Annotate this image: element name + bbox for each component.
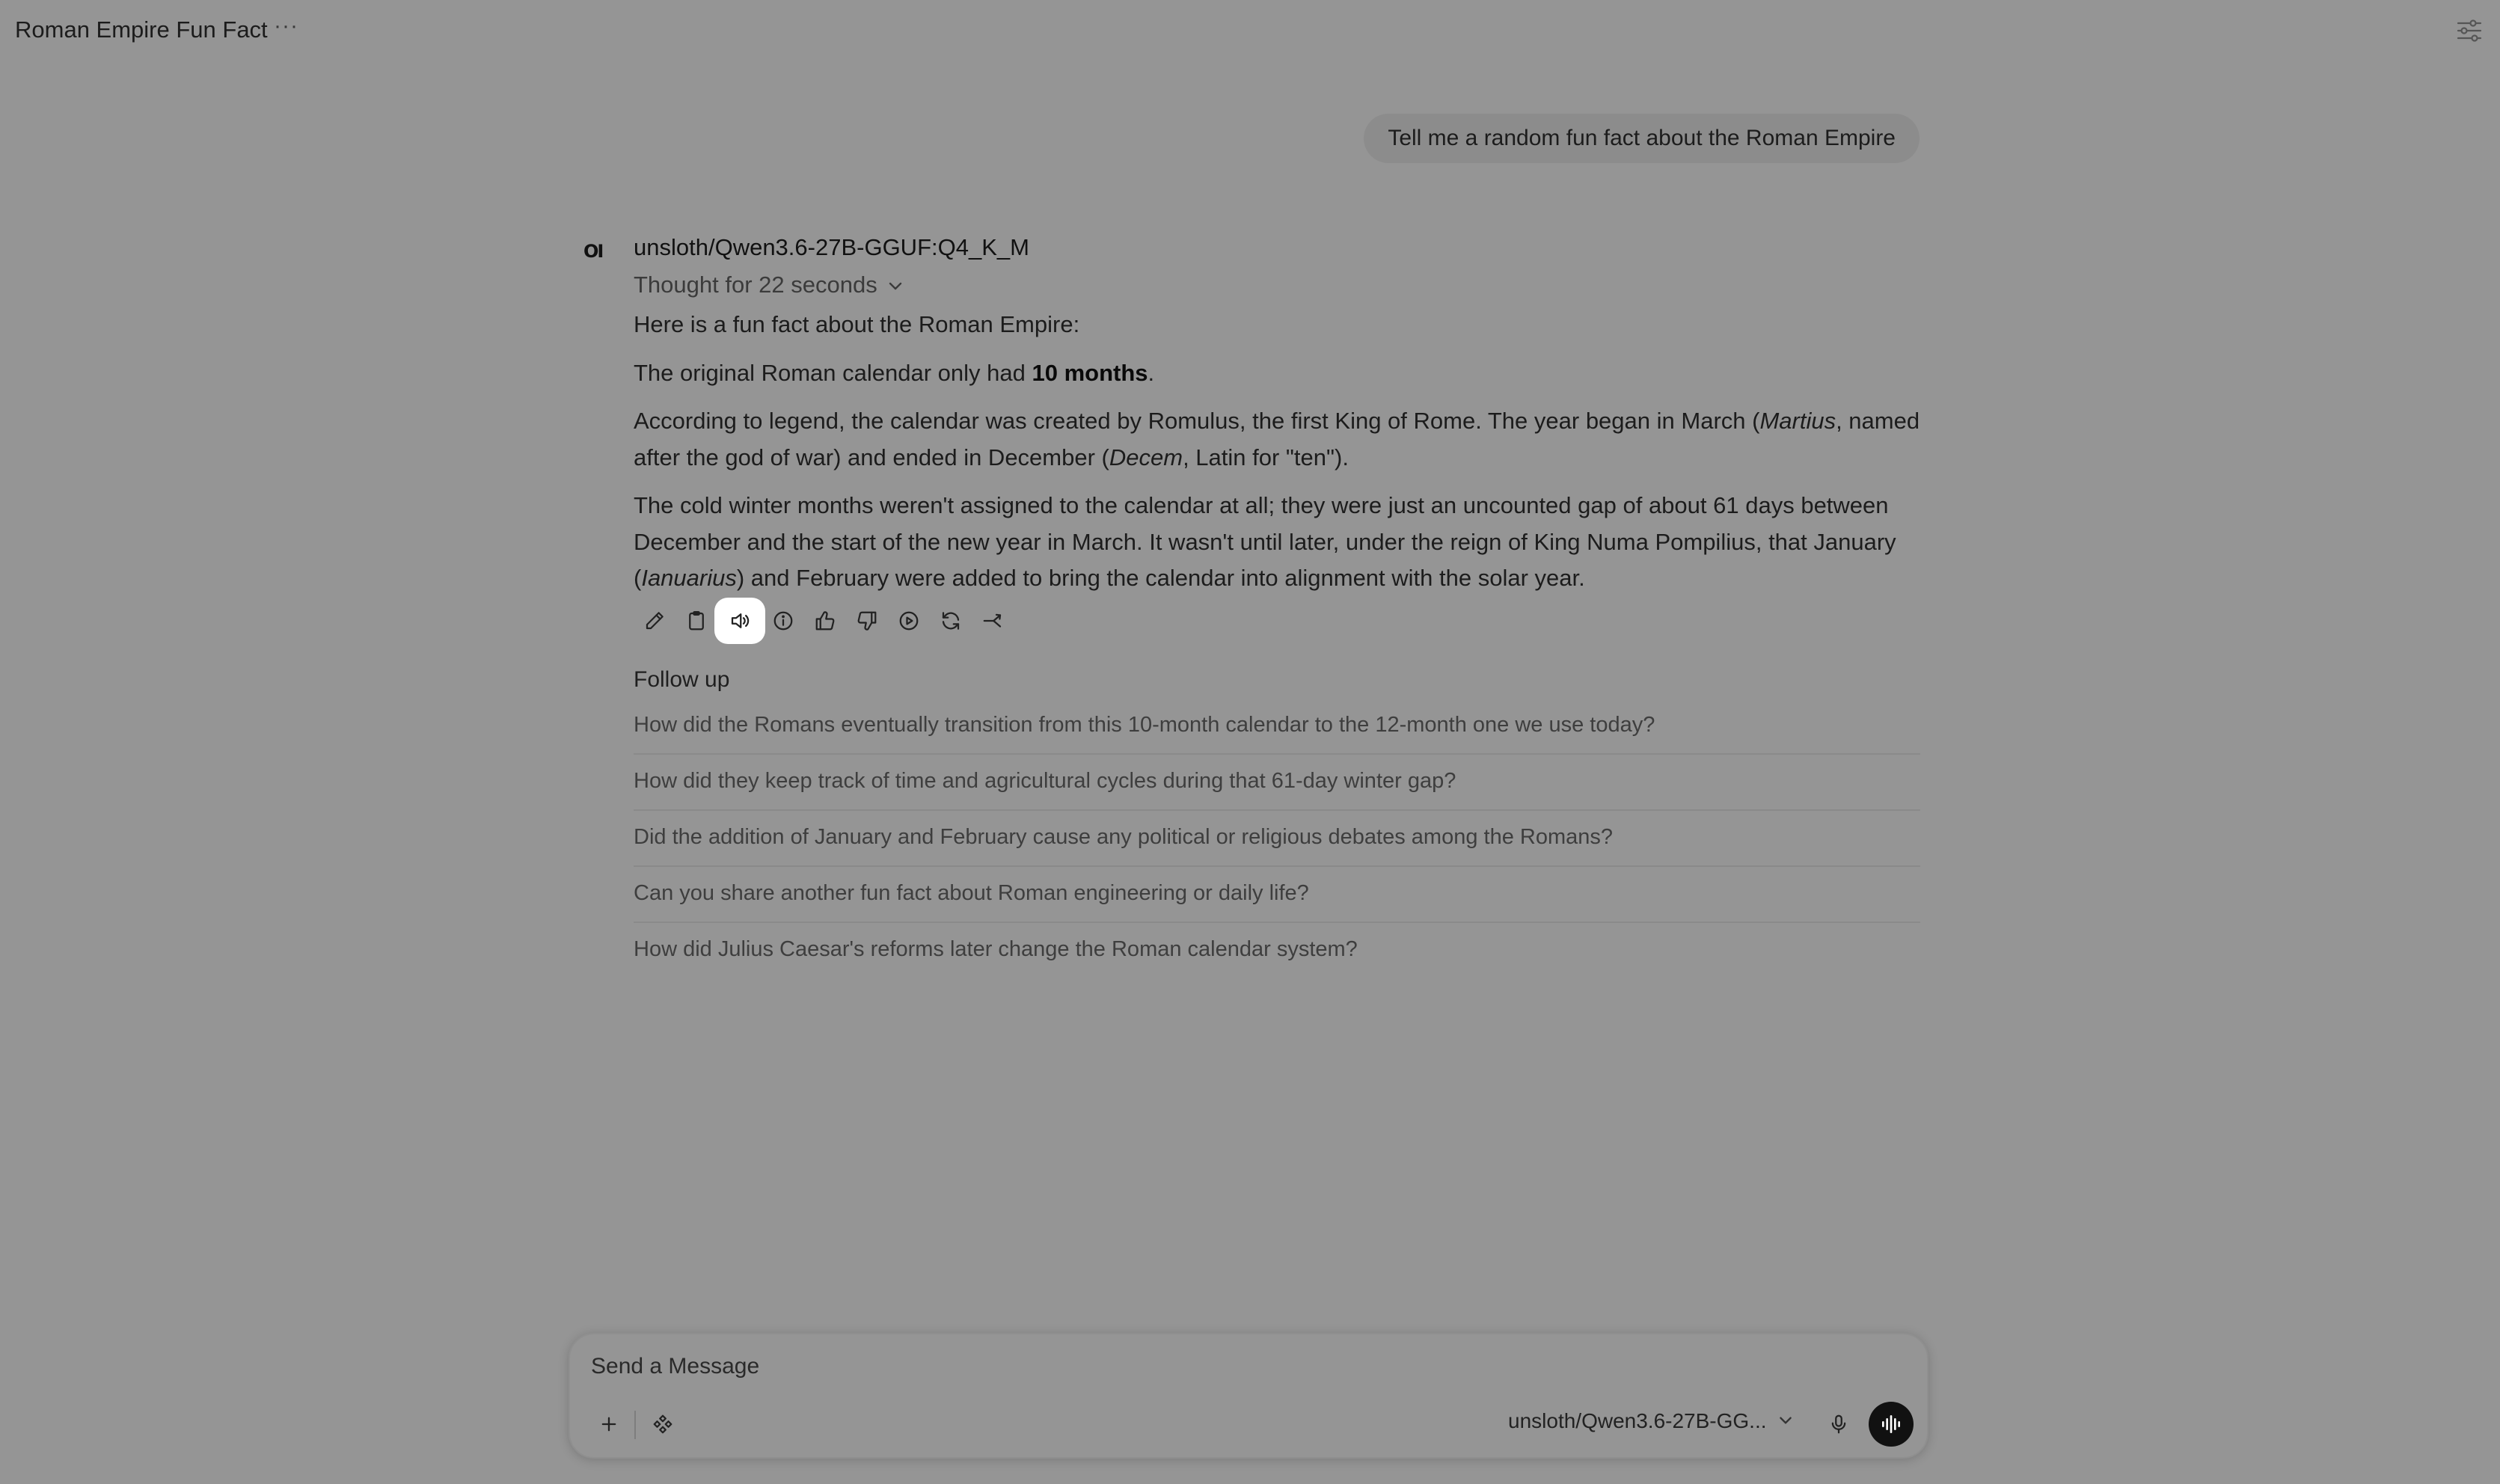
clipboard-icon[interactable] (675, 600, 717, 642)
tools-icon[interactable] (645, 1406, 681, 1442)
italic-text: Martius (1759, 408, 1836, 434)
thumbs-up-icon[interactable] (804, 600, 846, 642)
response-text: . (1148, 359, 1155, 386)
play-icon[interactable] (888, 600, 930, 642)
message-input[interactable]: Send a Message (591, 1354, 760, 1379)
model-name: unsloth/Qwen3.6-27B-GGUF:Q4_K_M (634, 234, 1029, 260)
thumbs-down-icon[interactable] (846, 600, 888, 642)
assistant-response (634, 307, 1920, 609)
response-paragraph (634, 355, 1920, 392)
italic-text: Ianuarius (641, 565, 737, 591)
message-composer (569, 1333, 1928, 1459)
microphone-icon[interactable] (1821, 1406, 1857, 1442)
user-message-bubble: Tell me a random fun fact about the Roman Empire (1364, 114, 1920, 163)
top-bar (0, 0, 2500, 64)
ellipsis-icon[interactable]: ··· (274, 13, 298, 38)
speaker-icon[interactable] (714, 598, 765, 644)
chat-title[interactable]: Roman Empire Fun Fact (15, 16, 268, 43)
response-text: , Latin for "ten"). (1183, 444, 1349, 470)
italic-text: Decem (1109, 444, 1183, 470)
refresh-icon[interactable] (930, 600, 972, 642)
branch-icon[interactable] (972, 600, 1014, 642)
sliders-icon[interactable] (2457, 19, 2482, 42)
followup-item[interactable]: Can you share another fun fact about Roman engineering or daily life? (634, 867, 1920, 923)
thought-label: Thought for 22 seconds (634, 272, 877, 298)
info-icon[interactable] (762, 600, 804, 642)
pencil-icon[interactable] (634, 600, 675, 642)
response-text: The original Roman calendar only had (634, 359, 1032, 386)
followup-item[interactable]: How did Julius Caesar's reforms later change the Roman calendar system? (634, 937, 1358, 961)
plus-icon[interactable] (591, 1406, 627, 1442)
response-text: ) and February were added to bring the calendar into alignment with the solar year. (736, 565, 1585, 591)
model-selector[interactable]: unsloth/Qwen3.6-27B-GG... (1508, 1409, 1767, 1432)
model-avatar: OI (583, 241, 603, 262)
followup-item[interactable]: How did the Romans eventually transition from this 10-month calendar to the 12-month one we use today? (634, 699, 1920, 755)
response-text: Here is a fun fact about the Roman Empire: (634, 311, 1080, 337)
followup-item[interactable]: Did the addition of January and February cause any political or religious debates among the Romans? (634, 811, 1920, 867)
response-paragraph (634, 307, 1920, 343)
response-text: According to legend, the calendar was created by Romulus, the first King of Rome. The year began in March ( (634, 408, 1760, 434)
message-actions (634, 600, 1014, 642)
followup-item[interactable]: How did they keep track of time and agricultural cycles during that 61-day winter gap? (634, 755, 1920, 811)
waveform-icon (1879, 1412, 1903, 1436)
followup-list (634, 699, 1920, 978)
composer-divider (634, 1411, 636, 1439)
chevron-down-icon (888, 281, 903, 292)
chevron-down-icon[interactable] (1777, 1412, 1794, 1432)
response-text: The cold winter months weren't assigned to the calendar at all; they were just an uncounted gap of about 61 days between December and the start of the new year in March. It wasn't until later, under the reign of King Numa Pompilius, that January ( (634, 492, 1896, 591)
response-paragraph (634, 403, 1920, 476)
followup-title: Follow up (634, 667, 730, 692)
voice-mode-button[interactable] (1869, 1402, 1914, 1447)
bold-text: 10 months (1032, 359, 1148, 386)
thought-toggle[interactable] (634, 272, 903, 298)
response-paragraph (634, 488, 1920, 597)
response-text: , named after the god of war) and ended in December ( (634, 408, 1920, 470)
